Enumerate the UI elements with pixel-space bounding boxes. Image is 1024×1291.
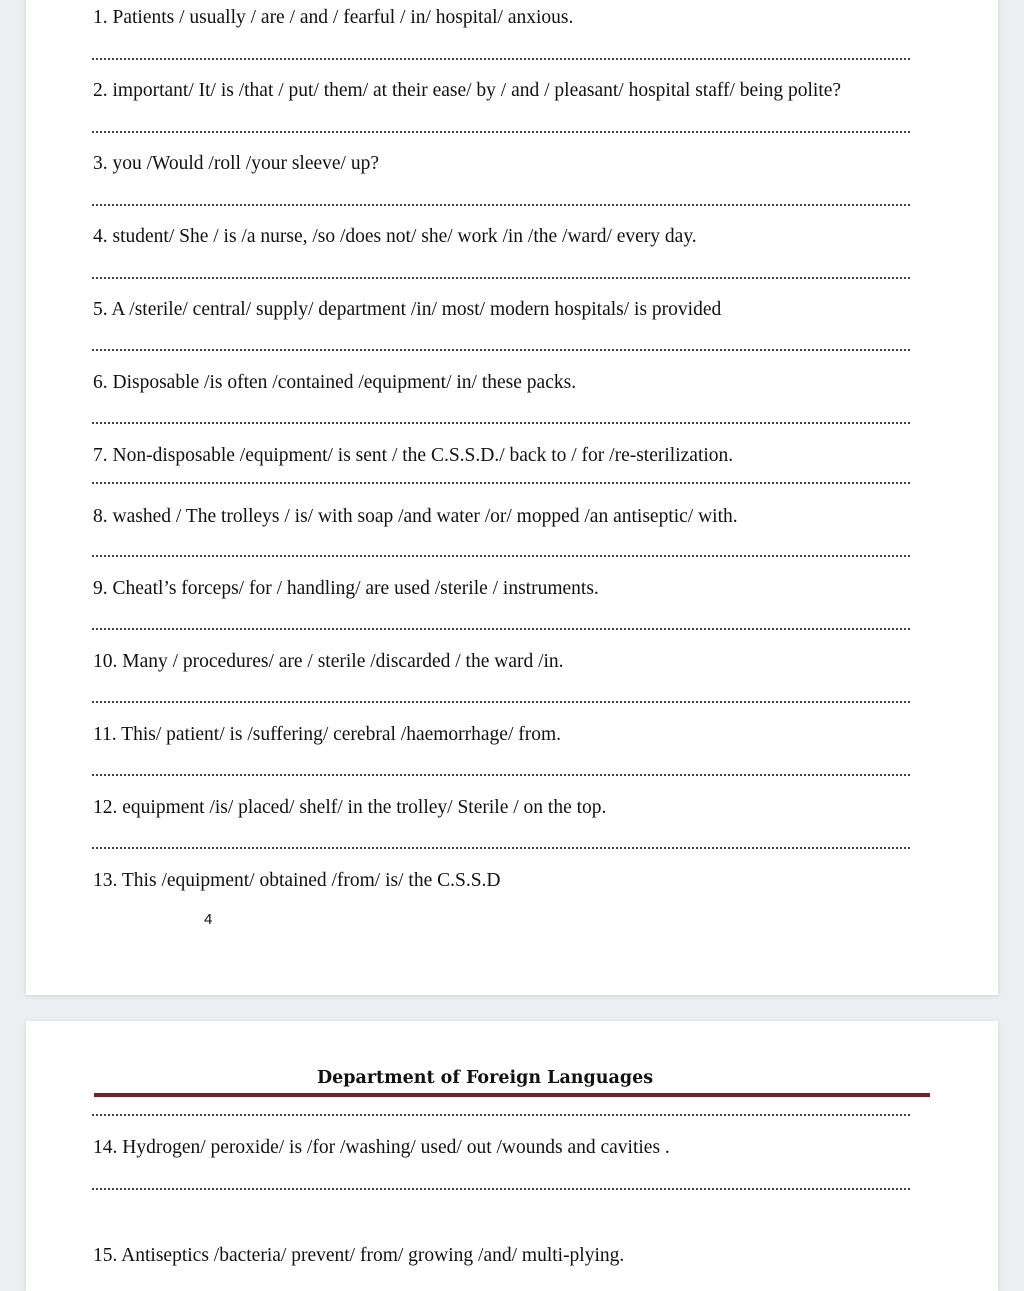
answer-line-13	[92, 1114, 910, 1116]
question-7: 7. Non-disposable /equipment/ is sent / the C.S.S.D./ back to / for /re-sterilization.	[93, 445, 734, 466]
worksheet-page-2	[26, 1021, 998, 1291]
answer-line-6	[92, 422, 910, 424]
question-13: 13. This /equipment/ obtained /from/ is/ the C.S.S.D	[93, 870, 501, 891]
question-15: 15. Antiseptics /bacteria/ prevent/ from/ growing /and/ multi-plying.	[93, 1245, 625, 1266]
question-10: 10. Many / procedures/ are / sterile /discarded / the ward /in.	[93, 651, 564, 672]
question-14: 14. Hydrogen/ peroxide/ is /for /washing/ used/ out /wounds and cavities .	[93, 1137, 670, 1158]
page-number: 4	[204, 911, 213, 928]
answer-line-11	[92, 774, 910, 776]
question-5: 5. A /sterile/ central/ supply/ department /in/ most/ modern hospitals/ is provided	[93, 299, 722, 320]
department-header: Department of Foreign Languages	[316, 1068, 654, 1088]
answer-line-10	[92, 701, 910, 703]
worksheet-page-1	[26, 0, 998, 995]
answer-line-3	[92, 204, 910, 206]
question-12: 12. equipment /is/ placed/ shelf/ in the trolley/ Sterile / on the top.	[93, 797, 607, 818]
answer-line-2	[92, 131, 910, 133]
question-11: 11. This/ patient/ is /suffering/ cerebral /haemorrhage/ from.	[93, 724, 562, 745]
question-6: 6. Disposable /is often /contained /equipment/ in/ these packs.	[93, 372, 577, 393]
answer-line-8	[92, 555, 910, 557]
question-2: 2. important/ It/ is /that / put/ them/ at their ease/ by / and / pleasant/ hospital staff/ being polite?	[93, 80, 842, 101]
answer-line-12	[92, 847, 910, 849]
answer-line-4	[92, 277, 910, 279]
question-8: 8. washed / The trolleys / is/ with soap /and water /or/ mopped /an antiseptic/ with.	[93, 506, 738, 527]
question-1: 1. Patients / usually / are / and / fearful / in/ hospital/ anxious.	[93, 7, 574, 28]
answer-line-7	[92, 482, 910, 484]
header-rule	[94, 1093, 930, 1097]
answer-line-9	[92, 628, 910, 630]
question-9: 9. Cheatl’s forceps/ for / handling/ are used /sterile / instruments.	[93, 578, 599, 599]
question-3: 3. you /Would /roll /your sleeve/ up?	[93, 153, 380, 174]
question-4: 4. student/ She / is /a nurse, /so /does not/ she/ work /in /the /ward/ every day.	[93, 226, 697, 247]
answer-line-1	[92, 58, 910, 60]
answer-line-5	[92, 349, 910, 351]
answer-line-14	[92, 1188, 910, 1190]
